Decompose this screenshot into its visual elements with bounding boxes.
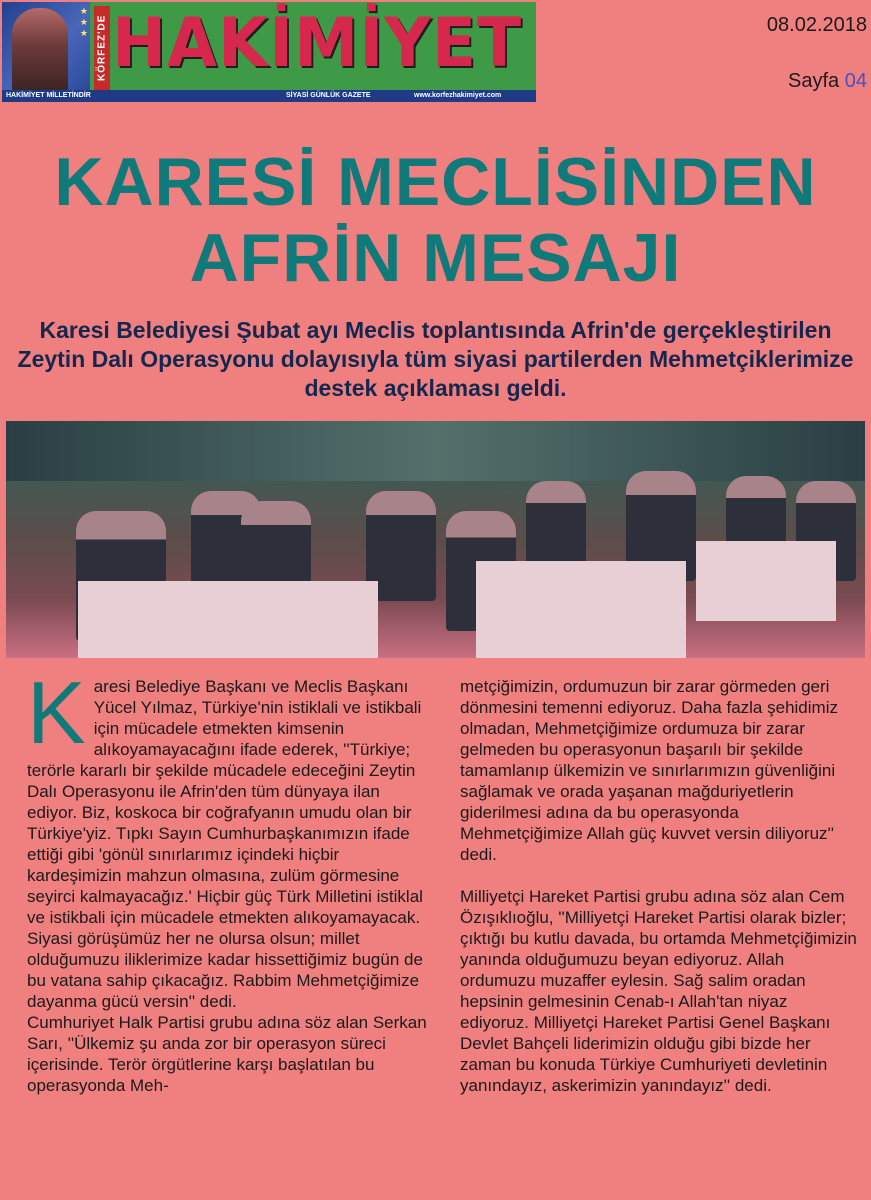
headline [0,144,871,296]
article-paragraph: aresi Belediye Başkanı ve Meclis Başkanı Yücel Yılmaz, Türkiye'nin istiklali ve istikbali için mücadele etmekten kimsenin alıkoyamayacağını ifade ederek, ''Türkiye; terörle kararlı bir şekilde mücadele edeceğini Zeytin Dalı Operasyonu ile Afrin'den tüm dünyaya ilan ediyor. Biz, koskoca bir coğrafyanın umudu olan bir Türkiye'yiz. Tıpkı Sayın Cumhurbaşkanımızın ifade ettiği gibi 'gönül sınırlarımız içindeki hiçbir kardeşimizin mahzun olmasına, zulüm görmesine seyirci kalmayacağız.' Hiçbir güç Türk Milletini istiklal ve istikbali için mücadele etmekten alıkoyamayacak. Siyasi görüşümüz her ne olursa olsun; millet olduğumuzu iliklerimize kadar hissettiğimiz bugün de bu vatana sahip çıkacağız. Rabbim Mehmetçiğimize dayanma gücü versin'' dedi. [27,677,423,1011]
article-column-1 [27,663,432,1096]
flag-portrait-image [2,2,90,92]
council-meeting-photo [6,421,865,658]
headline-line-1: KARESİ MECLİSİNDEN [54,144,817,220]
article-paragraph: metçiğimizin, ordumuzun bir zarar görmeden geri dönmesini temenni ediyoruz. Daha fazla şehidimiz olmadan, Mehmetçiğimize ordumuza bir zarar gelmeden bu operasyonun başarılı bir şekilde tamamlanıp ülkemizin ve sınırlarımızın güvenliğini sağlamak ve orada yaşanan mağduriyetlerin giderilmesi adına da bu operasyonda Mehmetçiğimize Allah güç kuvvet versin diliyoruz'' dedi. [460,677,838,864]
photo-desk [476,561,686,658]
masthead-korfez: KÖRFEZ'DE [94,6,110,90]
photo-background [6,421,865,481]
dropcap: K [27,663,86,762]
masthead-title: HAKİMİYET [112,4,522,83]
masthead-logo [2,2,536,102]
subheadline: Karesi Belediyesi Şubat ayı Meclis toplantısında Afrin'de gerçekleştirilen Zeytin Dalı Operasyonu dolayısıyla tüm siyasi partilerden Mehmetçiklerimize destek açıklaması geldi. [17,317,854,401]
portrait-image [12,8,68,92]
article-paragraph: Milliyetçi Hareket Partisi grubu adına söz alan Cem Özışıklıoğlu, ''Milliyetçi Hareket Partisi olarak bizler; çıktığı bu kutlu davada, bu ortamda Mehmetçiğimizin yanında olduğumuzu beyan ediyoruz. Allah ordumuzu muzaffer eylesin. Sağ salim oradan hepsinin gelmesinin Cenab-ı Allah'tan niyaz ediyoruz. Milliyetçi Hareket Partisi Genel Başkanı Devlet Bahçeli liderimizin olduğu gibi bizde her zaman bu konuda Türkiye Cumhuriyeti devletinin yanındayız, askerimizin yanındayız'' dedi. [460,887,857,1095]
star-icon: ★ ★ ★ [79,6,88,38]
photo-desk [78,581,378,658]
masthead-website: www.korfezhakimiyet.com [414,92,502,99]
headline-line-2: AFRİN MESAJI [189,220,682,296]
issue-date: 08.02.2018 [766,14,867,36]
article-paragraph: Cumhuriyet Halk Partisi grubu adına söz alan Serkan Sarı, ''Ülkemiz şu anda zor bir operasyon süreci içerisinde. Terör örgütlerine karşı başlatılan bu operasyonda Meh- [27,1013,427,1095]
masthead-daily: SİYASİ GÜNLÜK GAZETE [286,92,371,99]
photo-desk [696,541,836,621]
article-column-2 [460,676,860,1096]
masthead-bar [2,90,536,102]
page-label: Sayfa [788,70,840,92]
page-number [788,70,867,93]
masthead-motto: HAKİMİYET MİLLETİNDİR [6,92,91,99]
page-number-value: 04 [844,70,867,92]
